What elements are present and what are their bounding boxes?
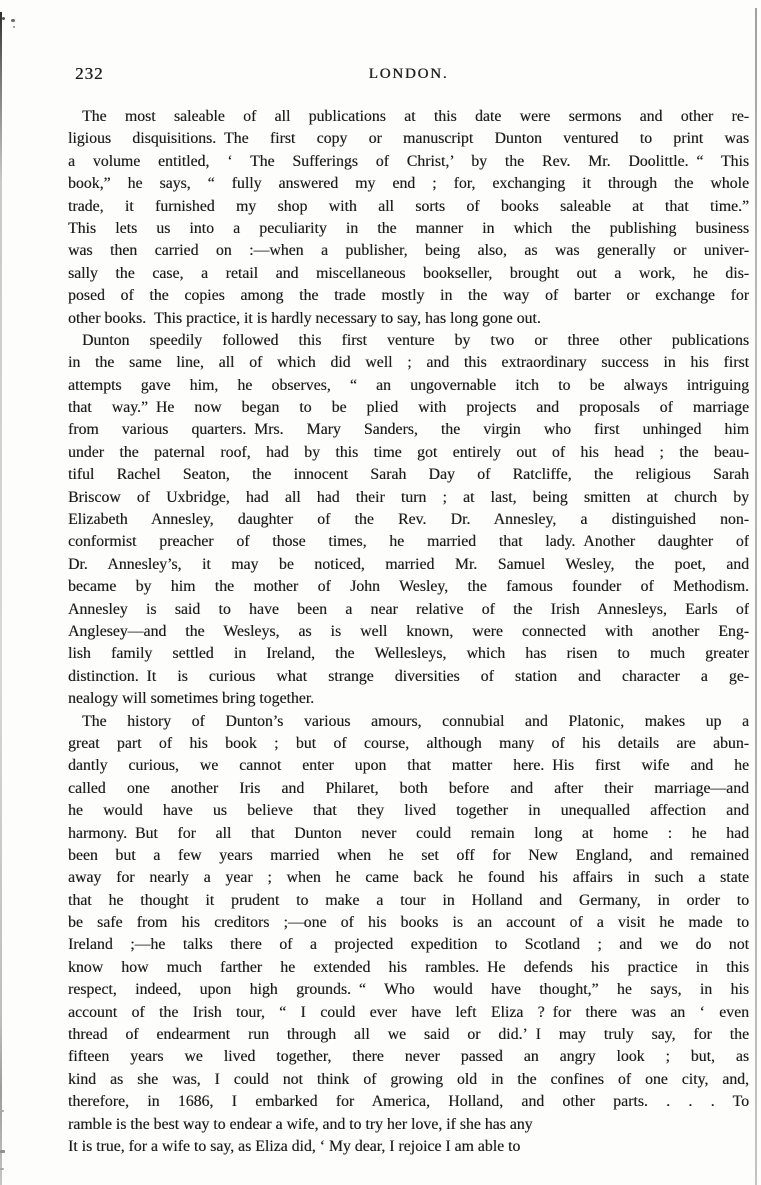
text-line: distinction. It is curious what strange diversities of station and character a ge-	[68, 667, 749, 685]
text-line: fifteen years we lived together, there never passed an angry look ; but, as	[68, 1048, 749, 1066]
text-line: from various quarters. Mrs. Mary Sanders, the virgin who first unhinged him	[68, 421, 749, 439]
text-line: harmony. But for all that Dunton never could remain long at home : he had	[68, 824, 749, 842]
scan-mark	[0, 1168, 4, 1170]
page-header	[68, 64, 749, 88]
text-line: sally the case, a retail and miscellaneous bookseller, brought out a work, he dis-	[68, 264, 749, 282]
text-line: Dr. Annesley’s, it may be noticed, married Mr. Samuel Wesley, the poet, and	[68, 555, 749, 573]
text-line: thread of endearment run through all we said or did.’ I may truly say, for the	[68, 1026, 749, 1044]
text-line: away for nearly a year ; when he came back he found his affairs in such a state	[68, 869, 749, 887]
text-line: Anglesey—and the Wesleys, as is well known, were connected with another Eng-	[68, 622, 749, 640]
scan-edge-left	[0, 12, 2, 1185]
text-line: Elizabeth Annesley, daughter of the Rev. Dr. Annesley, a distinguished non-	[68, 511, 749, 529]
text-line: became by him the mother of John Wesley, the famous founder of Methodism.	[68, 578, 749, 596]
text-line: attempts gave him, he observes, “ an ungovernable itch to be always intriguing	[68, 376, 749, 394]
text-line: Annesley is said to have been a near relative of the Irish Annesleys, Earls of	[68, 600, 749, 618]
text-line: know how much farther he extended his rambles. He defends his practice in this	[68, 958, 749, 976]
text-line: in the same line, all of which did well ; and this extraordinary success in his first	[68, 354, 749, 372]
text-line: This lets us into a peculiarity in the manner in which the publishing business	[68, 219, 749, 237]
text-line: trade, it furnished my shop with all sorts of books saleable at that time.”	[68, 197, 749, 215]
scan-speck	[11, 19, 15, 22]
text-line: Briscow of Uxbridge, had all had their turn ; at last, being smitten at church by	[68, 488, 749, 506]
text-line: respect, indeed, upon high grounds. “ Who would have thought,” he says, in his	[68, 981, 749, 999]
scan-edge-right	[755, 8, 757, 1185]
text-line: called one another Iris and Philaret, both before and after their marriage—and	[68, 779, 749, 797]
running-title: LONDON.	[368, 66, 449, 82]
text-line: posed of the copies among the trade mostly in the way of barter or exchange for	[68, 287, 749, 305]
text-line: lish family settled in Ireland, the Wellesleys, which has risen to much greater	[68, 645, 749, 663]
text-line: therefore, in 1686, I embarked for America, Holland, and other parts. . . . To	[68, 1093, 749, 1111]
text-line: It is true, for a wife to say, as Eliza did, ‘ My dear, I rejoice I am able to	[68, 1137, 521, 1155]
text-line: conformist preacher of those times, he married that lady. Another daughter of	[68, 533, 749, 551]
text-line: The most saleable of all publications at this date were sermons and other re-	[82, 108, 749, 125]
text-line: was then carried on :—when a publisher, being also, as was generally or univer-	[68, 242, 749, 260]
text-line: account of the Irish tour, “ I could ever have left Eliza ? for there was an ‘ even	[68, 1003, 749, 1021]
text-line: great part of his book ; but of course, although many of his details are abun-	[68, 734, 749, 752]
text-line: book,” he says, “ fully answered my end ; for, exchanging it through the whole	[68, 175, 749, 193]
scan-speck	[13, 26, 15, 28]
scan-speck	[2, 17, 5, 20]
text-line: that he thought it prudent to make a tour in Holland and Germany, in order to	[68, 891, 749, 909]
text-line: be safe from his creditors ;—one of his books is an account of a visit he made to	[68, 914, 749, 932]
page-number: 232	[75, 64, 104, 83]
scan-mark	[0, 1150, 5, 1153]
text-line: other books. This practice, it is hardly necessary to say, has long gone out.	[68, 309, 541, 327]
text-line: a volume entitled, ‘ The Sufferings of Christ,’ by the Rev. Mr. Doolittle. “ This	[68, 152, 749, 170]
text-line: he would have us believe that they lived together in unequalled affection and	[68, 802, 749, 820]
text-line: under the paternal roof, had by this time got entirely out of his head ; the beau-	[68, 443, 749, 461]
text-line: Ireland ;—he talks there of a projected expedition to Scotland ; and we do not	[68, 936, 749, 954]
text-line: been but a few years married when he set off for New England, and remained	[68, 846, 749, 864]
text-line: nealogy will sometimes bring together.	[68, 690, 315, 708]
text-line: Dunton speedily followed this first venture by two or three other publications	[82, 331, 749, 349]
text-line: that way.” He now began to be plied with projects and proposals of marriage	[68, 399, 749, 417]
text-line: tiful Rachel Seaton, the innocent Sarah Day of Ratcliffe, the religious Sarah	[68, 466, 749, 484]
text-line: kind as she was, I could not think of growing old in the confines of one city, and,	[68, 1070, 749, 1088]
text-line: The history of Dunton’s various amours, connubial and Platonic, makes up a	[82, 712, 749, 730]
page-text	[68, 106, 749, 1158]
text-line: dantly curious, we cannot enter upon that matter here. His first wife and he	[68, 757, 749, 775]
text-line: ramble is the best way to endear a wife, and to try her love, if she has any	[68, 1115, 533, 1133]
scan-mark	[0, 1110, 4, 1112]
text-line: ligious disquisitions. The first copy or manuscript Dunton ventured to print was	[68, 130, 749, 148]
